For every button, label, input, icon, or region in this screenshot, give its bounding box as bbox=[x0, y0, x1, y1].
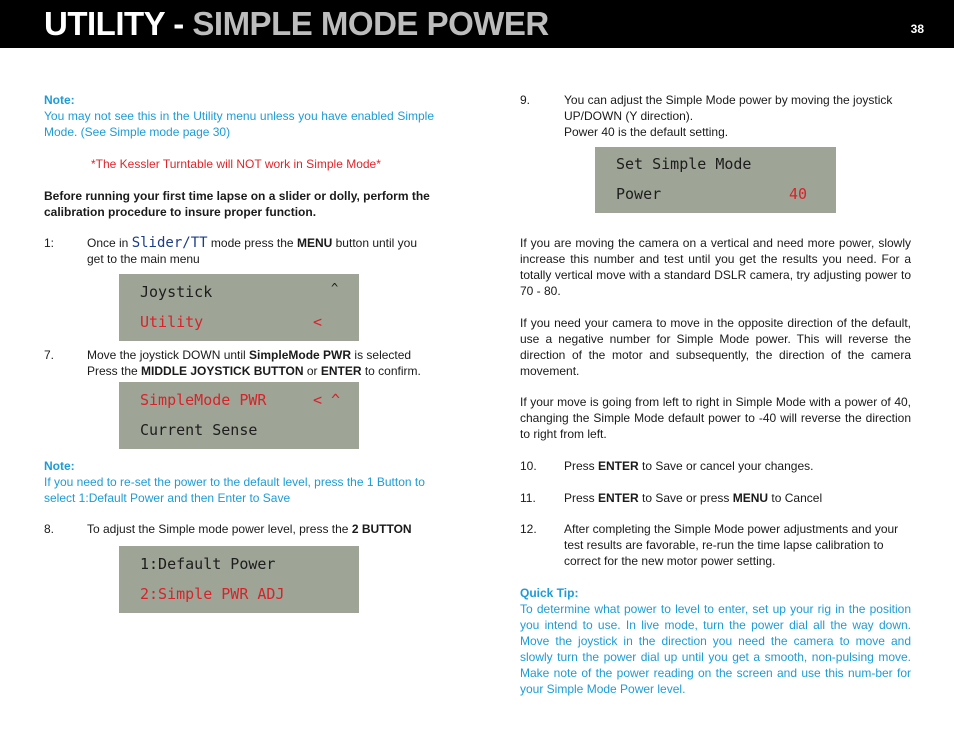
paragraph-reverse-direction: If you need your camera to move in the opposite direction of the default, use a negative number for Simple Mode power. This will reverse the direction of the motor and subsequently, the direction of the camera movement. bbox=[520, 316, 911, 378]
step9-default-note: Power 40 is the default setting. bbox=[564, 125, 729, 139]
note1-text: You may not see this in the Utility menu unless you have enabled Simple Mode. (See Simple mode page 30) bbox=[44, 109, 434, 139]
quick-tip-label: Quick Tip: bbox=[520, 586, 579, 600]
step8-number: 8. bbox=[44, 522, 55, 536]
lcd-utility-menu bbox=[119, 382, 359, 449]
step7-text: Move the joystick DOWN until SimpleMode PWR is selected Press the MIDDLE JOYSTICK BUTTON or ENTER to confirm. bbox=[87, 348, 421, 378]
step7-number: 7. bbox=[44, 348, 55, 362]
selection-cursor-icon: < bbox=[313, 313, 323, 331]
lcd-main-menu bbox=[119, 274, 359, 341]
page-header bbox=[0, 0, 954, 48]
lcd-row-utility: Utility bbox=[140, 313, 204, 331]
step10-number: 10. bbox=[520, 459, 537, 473]
turntable-warning: *The Kessler Turntable will NOT work in Simple Mode* bbox=[91, 157, 381, 171]
step11-text: Press ENTER to Save or press MENU to Cancel bbox=[564, 491, 823, 505]
quick-tip-text: To determine what power to level to enter, set up your rig in the position you intend to use. In live mode, turn the power dial all the way down. Move the joystick in the direction you need the camera to move and slowly turn the power dial up until you get a smooth, non-pulsing move. Make note of the power reading on the screen and use this num-ber for your Simple Mode Power level. bbox=[520, 602, 911, 696]
lcd-power-value: 40 bbox=[789, 185, 808, 203]
note1-label: Note: bbox=[44, 93, 75, 107]
page-title: UTILITY - SIMPLE MODE POWER bbox=[44, 5, 549, 42]
lcd-set-simple-mode bbox=[595, 147, 836, 213]
selection-cursor-scroll-icon: < ^ bbox=[313, 391, 341, 409]
calibration-warning: Before running your first time lapse on a slider or dolly, perform the calibration procedure to insure proper function. bbox=[44, 189, 430, 219]
step1-text: Once in Slider/TT mode press the MENU button until you get to the main menu bbox=[87, 235, 418, 266]
lcd-row-simplemode-pwr: SimpleMode PWR bbox=[140, 391, 267, 409]
paragraph-vertical-power: If you are moving the camera on a vertical and need more power, slowly increase this number and test until you get the results you need. For a totally vertical move with a standard DSLR camera, try adjusting power to 70 - 80. bbox=[520, 236, 911, 298]
slider-tt-mode-label: Slider/TT bbox=[131, 235, 208, 251]
step12-text: After completing the Simple Mode power adjustments and your test results are favorable, re-run the time lapse calibration to correct for the new motor power setting. bbox=[564, 522, 899, 568]
step11-number: 11. bbox=[520, 491, 536, 505]
step12-number: 12. bbox=[520, 522, 537, 536]
paragraph-negative-power-example: If your move is going from left to right in Simple Mode with a power of 40, changing the Simple Mode default power to -40 will reverse the direction to right from left. bbox=[520, 395, 911, 441]
lcd-row-current-sense: Current Sense bbox=[140, 421, 258, 439]
step9-text: You can adjust the Simple Mode power by moving the joystick UP/DOWN (Y direction). bbox=[564, 93, 893, 123]
lcd-row-power-label: Power bbox=[616, 185, 662, 203]
step1-number: 1: bbox=[44, 236, 55, 250]
lcd-row-default-power: 1:Default Power bbox=[140, 555, 276, 573]
note2-label: Note: bbox=[44, 459, 75, 473]
lcd-row-simple-pwr-adj: 2:Simple PWR ADJ bbox=[140, 585, 285, 603]
scroll-up-icon: ^ bbox=[331, 281, 339, 295]
note2-text: If you need to re-set the power to the default level, press the 1 Button to select 1:Default Power and then Enter to Save bbox=[44, 475, 425, 505]
step8-text: To adjust the Simple mode power level, press the 2 BUTTON bbox=[87, 522, 412, 536]
lcd-row-set-simple-mode: Set Simple Mode bbox=[616, 155, 752, 173]
step10-text: Press ENTER to Save or cancel your changes. bbox=[564, 459, 814, 473]
lcd-simple-power-menu bbox=[119, 546, 359, 613]
step9-number: 9. bbox=[520, 93, 531, 107]
page-number: 38 bbox=[910, 22, 924, 36]
lcd-row-joystick: Joystick bbox=[140, 283, 213, 301]
